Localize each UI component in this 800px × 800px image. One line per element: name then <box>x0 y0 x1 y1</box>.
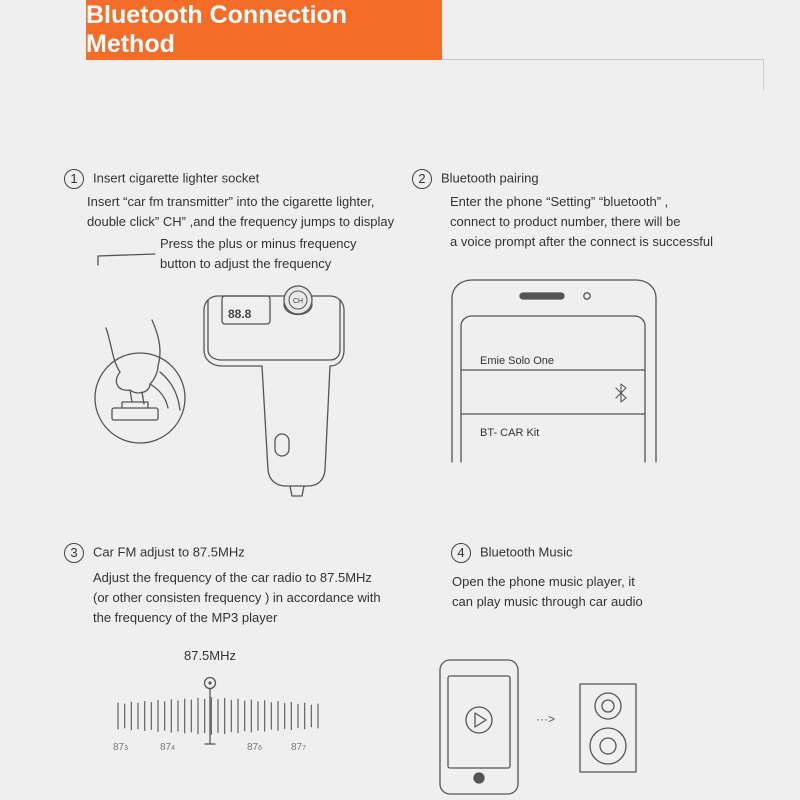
hand-insert-illustration <box>95 320 185 443</box>
step-2-line: connect to product number, there will be <box>450 214 681 229</box>
step-4-line: Open the phone music player, it <box>452 574 635 589</box>
svg-text:877 <box>291 742 306 753</box>
callout-line: button to adjust the frequency <box>160 256 332 271</box>
step-1-line: double click” CH” ,and the frequency jumps to display <box>87 214 395 229</box>
svg-text:876 <box>247 742 262 753</box>
tick-label-sub: 4 <box>171 745 176 752</box>
step-title: Car FM adjust to 87.5MHz <box>93 544 245 560</box>
step-number: 1 <box>64 169 84 189</box>
tick-label-main: 87 <box>247 742 259 753</box>
tick-label-main: 87 <box>113 742 125 753</box>
step-title: Bluetooth Music <box>480 544 573 560</box>
tuner-current-frequency: 87.5MHz <box>183 648 237 663</box>
svg-text:874 <box>160 742 175 753</box>
step-1-line: Insert “car fm transmitter” into the cigarette lighter, <box>87 194 375 209</box>
callout-pointer <box>98 254 155 265</box>
step-3-line: (or other consisten frequency ) in accordance with <box>93 590 381 605</box>
fm-transmitter-device <box>204 286 344 496</box>
tick-label-sub: 3 <box>124 745 129 752</box>
step-number: 4 <box>451 543 471 563</box>
step-2-line: Enter the phone “Setting” “bluetooth” , <box>450 194 669 209</box>
step-3-line: the frequency of the MP3 player <box>93 610 278 625</box>
step-4-line: can play music through car audio <box>452 594 643 609</box>
step-title: Bluetooth pairing <box>441 170 539 186</box>
tick-label-sub: 7 <box>302 745 307 752</box>
music-phone-illustration <box>440 660 518 794</box>
device-display-text: 88.8 <box>228 307 252 321</box>
tick-label-sub: 6 <box>258 745 263 752</box>
tuner-marker <box>205 678 216 745</box>
svg-text:873 <box>113 742 128 753</box>
tuner-scale <box>118 698 318 735</box>
phone-list-item-1: Emie Solo One <box>480 355 554 367</box>
tick-label-main: 87 <box>160 742 172 753</box>
step-number: 3 <box>64 543 84 563</box>
step-number: 2 <box>412 169 432 189</box>
bluetooth-icon <box>616 384 626 402</box>
callout-line: Press the plus or minus frequency <box>160 236 357 251</box>
step-2-line: a voice prompt after the connect is successful <box>450 234 714 249</box>
step-3-line: Adjust the frequency of the car radio to 87.5MHz <box>93 570 372 585</box>
speaker-illustration <box>580 684 636 772</box>
step-title: Insert cigarette lighter socket <box>93 170 260 186</box>
flow-arrow: ···> <box>536 712 555 726</box>
tick-label-main: 87 <box>291 742 303 753</box>
phone-list-item-3: BT- CAR Kit <box>480 427 540 439</box>
device-knob-label: CH <box>292 298 304 305</box>
header-title: Bluetooth Connection Method <box>86 1 348 58</box>
